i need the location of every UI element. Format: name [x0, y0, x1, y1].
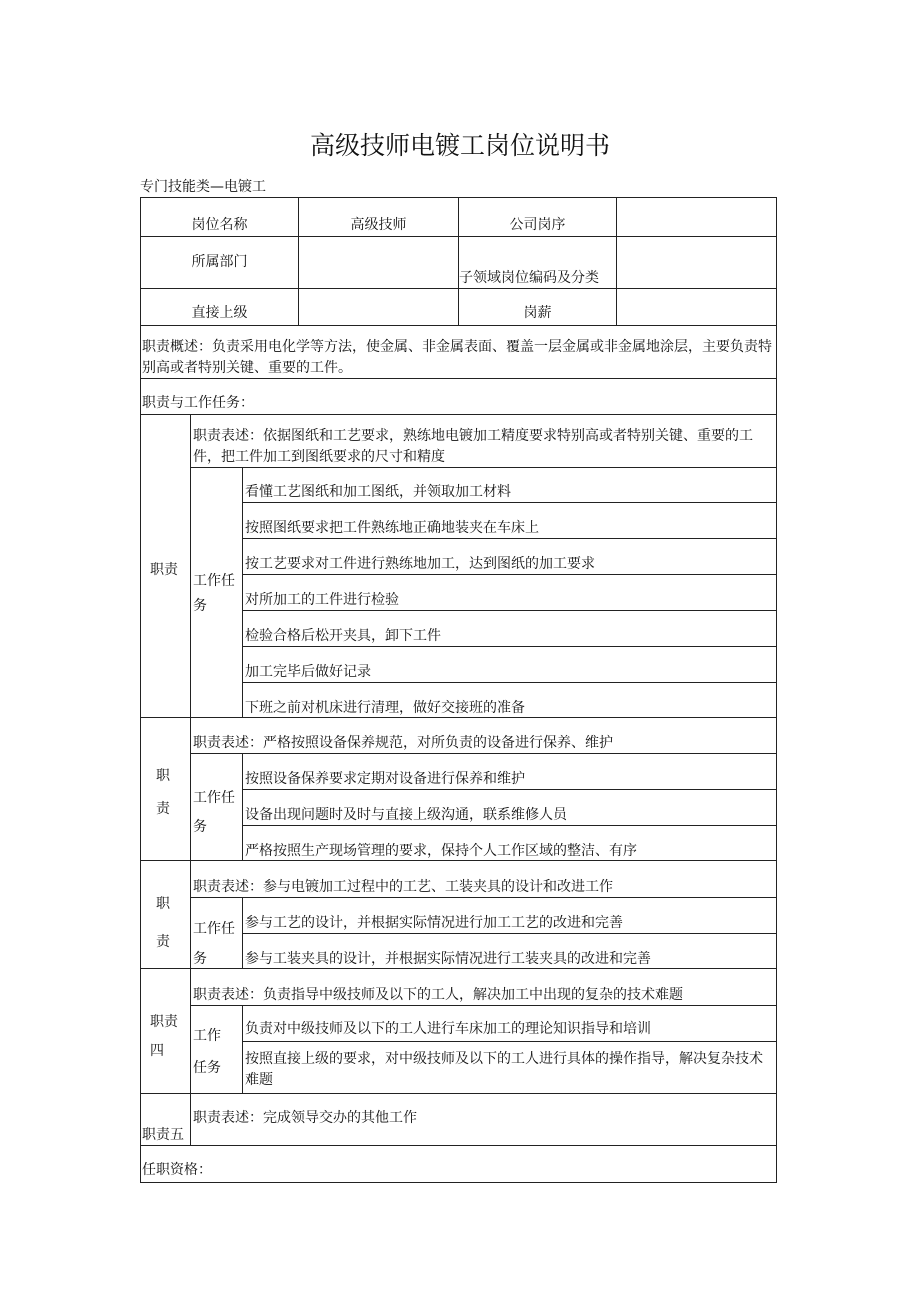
- duty-2-description: 职责表述：严格按照设备保养规范，对所负责的设备进行保养、维护: [193, 735, 613, 751]
- duties-heading: 职责与工作任务：: [142, 395, 254, 411]
- duty-1-task-7: 下班之前对机床进行清理，做好交接班的准备: [245, 700, 525, 716]
- department-label: 所属部门: [191, 254, 248, 270]
- duty-summary-label: 职责概述: [142, 339, 198, 355]
- subfield-code-label: 子领域岗位编码及分类: [459, 270, 599, 286]
- duty-1-task-5: 检验合格后松开夹具，卸下工件: [245, 628, 441, 644]
- duty-2-task-2: 设备出现问题时及时与直接上级沟通，联系维修人员: [245, 807, 567, 823]
- duty-1-task-label: 工作任务: [193, 573, 235, 614]
- duty-4-task-1: 负责对中级技师及以下的工人进行车床加工的理论知识指导和培训: [245, 1021, 651, 1037]
- position-name-value: 高级技师: [350, 217, 407, 233]
- duty-summary: [142, 337, 774, 379]
- duty-3-task-1: 参与工艺的设计，并根据实际情况进行加工工艺的改进和完善: [245, 915, 623, 931]
- duty-1-task-4: 对所加工的工件进行检验: [245, 592, 399, 608]
- document-title: 高级技师电镀工岗位说明书: [309, 131, 610, 160]
- duty-3-task-label: 工作任务: [193, 921, 235, 967]
- duty-4-task-label: 工作任务: [193, 1028, 221, 1076]
- duty-5-description: 职责表述：完成领导交办的其他工作: [193, 1110, 417, 1126]
- duty-2-label: 职责: [156, 768, 170, 817]
- duty-1-task-2: 按照图纸要求把工件熟练地正确地装夹在车床上: [245, 520, 539, 536]
- duty-4-task-2: 按照直接上级的要求，对中级技师及以下的工人进行具体的操作指导，解决复杂技术难题: [245, 1051, 763, 1088]
- duty-3-label: 职责: [156, 896, 170, 950]
- duty-3-description: 职责表述：参与电镀加工过程中的工艺、工装夹具的设计和改进工作: [193, 879, 613, 895]
- duty-3-task-2: 参与工装夹具的设计，并根据实际情况进行工装夹具的改进和完善: [245, 951, 651, 967]
- salary-label: 岗薪: [523, 305, 552, 321]
- supervisor-label: 直接上级: [191, 305, 248, 321]
- qualification-heading: 任职资格：: [142, 1162, 212, 1178]
- duty-1-task-1: 看懂工艺图纸和加工图纸，并领取加工材料: [245, 484, 511, 500]
- duty-1-task-3: 按工艺要求对工件进行熟练地加工，达到图纸的加工要求: [245, 556, 595, 572]
- duty-4-description: 职责表述：负责指导中级技师及以下的工人，解决加工中出现的复杂的技术难题: [193, 987, 683, 1003]
- duty-5-label: 职责五: [142, 1127, 184, 1143]
- duty-1-description: 职责表述：依据图纸和工艺要求，熟练地电镀加工精度要求特别高或者特别关键、重要的工件，把工件加工到图纸要求的尺寸和精度: [193, 428, 753, 465]
- duty-2-task-label: 工作任务: [193, 790, 235, 835]
- duty-4-label: 职责四: [150, 1014, 178, 1059]
- duty-1-task-6: 加工完毕后做好记录: [245, 664, 371, 680]
- duty-1-label: 职责: [150, 562, 178, 578]
- position-name-label: 岗位名称: [191, 217, 248, 233]
- company-seq-label: 公司岗序: [509, 217, 566, 233]
- job-category: 专门技能类—电镀工: [140, 179, 266, 195]
- duty-2-task-3: 严格按照生产现场管理的要求，保持个人工作区域的整洁、有序: [245, 843, 637, 859]
- duty-summary-text: ：负责采用电化学等方法，使金属、非金属表面、覆盖一层金属或非金属地涂层，主要负责特别高或者特别关键、重要的工件。: [142, 339, 772, 376]
- duty-2-task-1: 按照设备保养要求定期对设备进行保养和维护: [245, 771, 525, 787]
